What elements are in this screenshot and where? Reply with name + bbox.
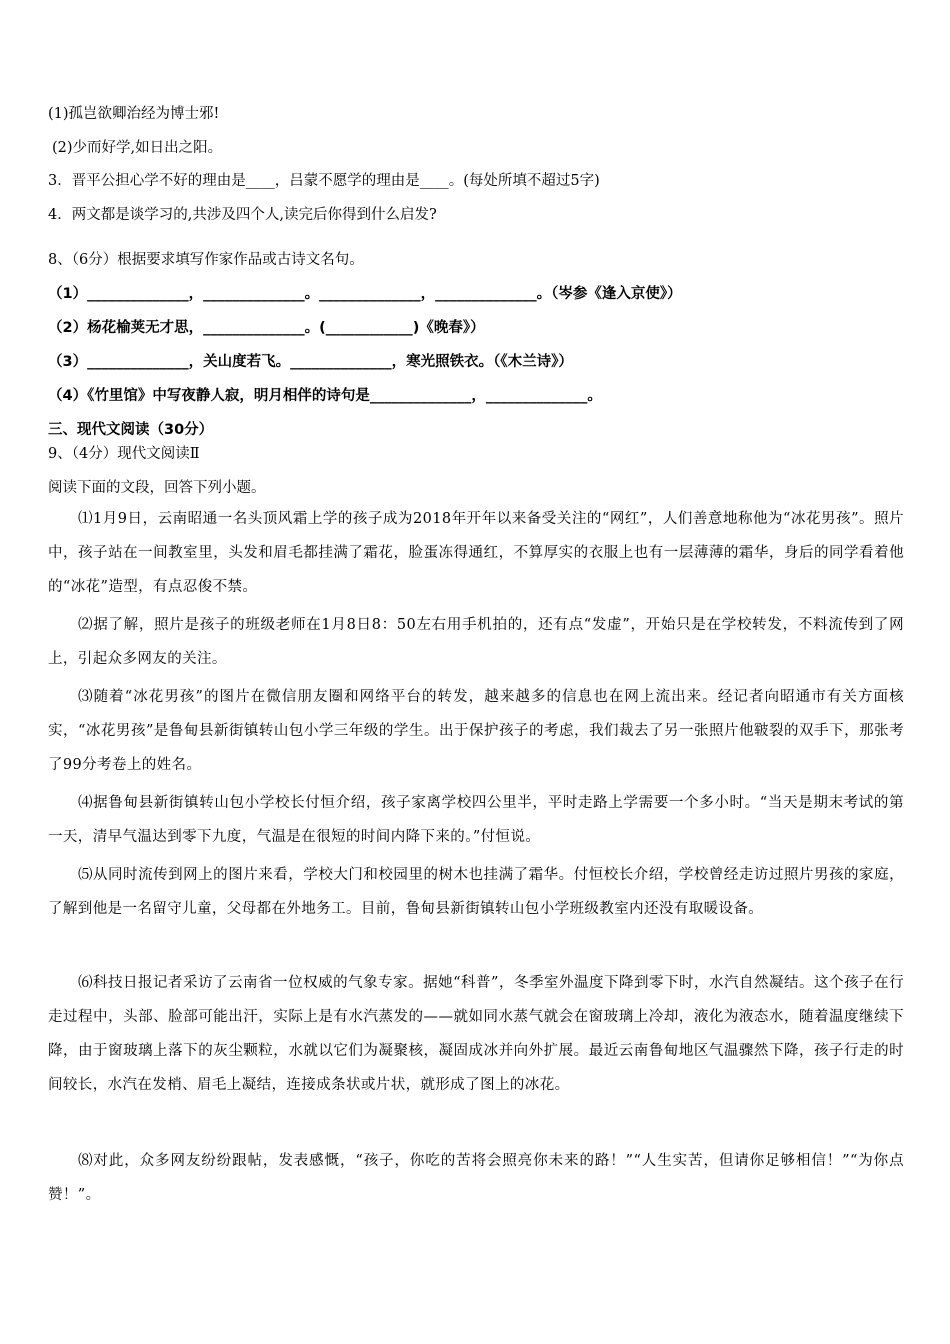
question-4: 4．两文都是谈学习的,共涉及四个人,读完后你得到什么启发? [48, 207, 437, 223]
section-3-heading: 三、现代文阅读（30分） [48, 422, 214, 438]
passage-paragraph-5: ⑸从同时流传到网上的图片来看，学校大门和校园里的树木也挂满了霜华。付恒校长介绍，学校曾经走访过照片男孩的家庭，了解到他是一名留守儿童，父母都在外地务工。目前，鲁甸县新街镇转山包小学班级教室内还没有取暖设备。 [48, 867, 904, 917]
question-8-item-1: （1）______________，______________。______________，______________。（岑参《逢入京使》） [48, 286, 682, 302]
question-8-title-text: 8、（6分）根据要求填写作家作品或古诗文名句。 [48, 252, 364, 268]
question-2-item-1: (1)孤岂欲卿治经为博士邪! [48, 106, 220, 122]
question-3: 3．晋平公担心学不好的理由是____，吕蒙不愿学的理由是____。(每处所填不超过5字) [48, 173, 600, 189]
question-9-title: 9、（4分）现代文阅读Ⅱ [48, 446, 200, 462]
question-8-item-2: （2）杨花榆荚无才思，______________。(____________)《晚春》） [48, 320, 485, 336]
passage-paragraph-2: ⑵据了解，照片是孩子的班级老师在1月8日8：50左右用手机拍的，还有点“发虚”，开始只是在学校转发，不料流传到了网上，引起众多网友的关注。 [48, 617, 904, 667]
reading-instruction: 阅读下面的文段，回答下列小题。 [48, 480, 266, 496]
question-8-item-4: （4）《竹里馆》中写夜静人寂，明月相伴的诗句是______________，______________。 [48, 388, 602, 404]
passage-paragraph-8: ⑻对此，众多网友纷纷跟帖，发表感慨，“孩子，你吃的苦将会照亮你未来的路！”“人生实苦，但请你足够相信！”“为你点赞！”。 [48, 1153, 904, 1203]
passage-paragraph-1: ⑴1月9日，云南昭通一名头顶风霜上学的孩子成为2018年开年以来备受关注的“网红”，人们善意地称他为“冰花男孩”。照片中，孩子站在一间教室里，头发和眉毛都挂满了霜花，脸蛋冻得通红，不算厚实的衣服上也有一层薄薄的霜华，身后的同学看着他的“冰花”造型，有点忍俊不禁。 [48, 511, 904, 595]
question-2-item-2: (2)少而好学,如日出之阳。 [52, 140, 223, 156]
passage-paragraph-3: ⑶随着“冰花男孩”的图片在微信朋友圈和网络平台的转发，越来越多的信息也在网上流出来。经记者向昭通市有关方面核实，“冰花男孩”是鲁甸县新街镇转山包小学三年级的学生。出于保护孩子的考虑，我们裁去了另一张照片他皲裂的双手下，那张考了99分考卷上的姓名。 [48, 689, 904, 773]
question-8-title [48, 248, 902, 269]
passage-paragraph-6: ⑹科技日报记者采访了云南省一位权威的气象专家。据她“科普”，冬季室外温度下降到零下时，水汽自然凝结。这个孩子在行走过程中，头部、脸部可能出汗，实际上是有水汽蒸发的——就如同水蒸气就会在窗玻璃上冷却，液化为液态水，随着温度继续下降，由于窗玻璃上落下的灰尘颗粒，水就以它们为凝聚核，凝固成冰并向外扩展。最近云南鲁甸地区气温骤然下降，孩子行走的时间较长，水汽在发梢、眉毛上凝结，连接成条状或片状，就形成了图上的冰花。 [48, 975, 904, 1093]
question-8-item-3: （3）______________，关山度若飞。______________，寒光照铁衣。（《木兰诗》） [48, 354, 573, 370]
passage-paragraph-4: ⑷据鲁甸县新街镇转山包小学校长付恒介绍，孩子家离学校四公里半，平时走路上学需要一个多小时。“当天是期末考试的第一天，清早气温达到零下九度，气温是在很短的时间内降下来的。”付恒说。 [48, 795, 904, 845]
